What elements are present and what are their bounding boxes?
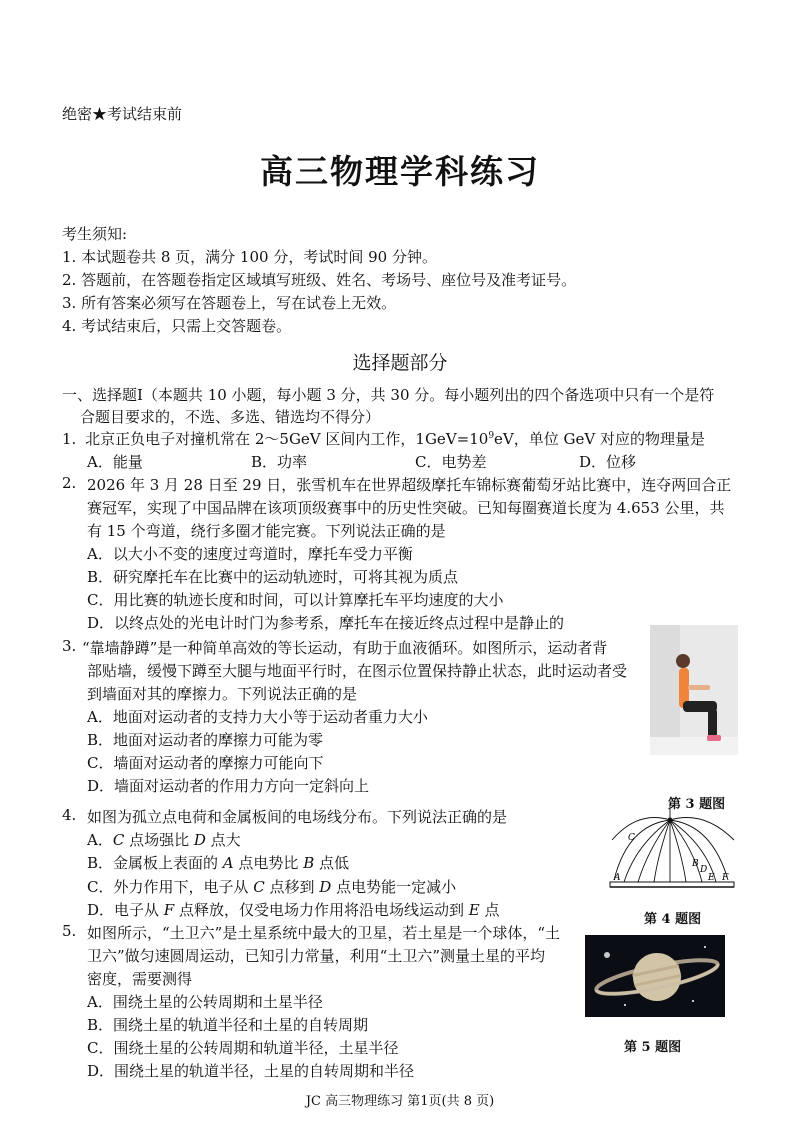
question-text: 密度，需要测得	[87, 970, 193, 988]
option-d[interactable]: D．位移	[579, 453, 637, 471]
question-text: 到墙面对其的摩擦力。下列说法正确的是	[87, 685, 358, 703]
question-text: 部贴墙，缓慢下蹲至大腿与地面平行时，在图示位置保持静止状态，此时运动者受	[87, 662, 628, 680]
page-footer: JC 高三物理练习 第1页(共 8 页)	[305, 1094, 495, 1109]
question-1	[62, 428, 705, 449]
option-d[interactable]: D．电子从 F 点释放，仅受电场力作用将沿电场线运动到 E 点	[87, 901, 500, 919]
option-b[interactable]: B．围绕土星的轨道半径和土星的自转周期	[87, 1016, 369, 1034]
label-b: B	[692, 859, 699, 869]
option-b[interactable]: B．研究摩托车在比赛中的运动轨迹时，可将其视为质点	[87, 568, 459, 586]
notice-item: 4. 考试结束后，只需上交答题卷。	[62, 317, 292, 335]
option-a[interactable]: A．以大小不变的速度过弯道时，摩托车受力平衡	[87, 545, 413, 563]
option-b[interactable]: B．金属板上表面的 A 点电势比 B 点低	[87, 854, 349, 872]
figure-3-caption: 第 3 题图	[668, 797, 726, 812]
option-a[interactable]: A．能量	[87, 453, 143, 471]
question-number: 2.	[62, 474, 77, 492]
question-text: 北京正负电子对撞机常在 2～5GeV 区间内工作，1GeV=10	[85, 430, 489, 448]
option-c[interactable]: C．墙面对运动者的摩擦力可能向下	[87, 754, 324, 772]
question-number: 4.	[62, 806, 77, 824]
wall-sit-photo	[650, 625, 738, 755]
question-text: “靠墙静蹲”是一种简单高效的等长运动，有助于血液循环。如图所示，运动者背	[82, 639, 608, 657]
option-c[interactable]: C．电势差	[415, 453, 487, 471]
question-text: 如图为孤立点电荷和金属板间的电场线分布。下列说法正确的是	[87, 808, 508, 826]
question-number: 3.	[62, 637, 77, 655]
label-d: D	[700, 865, 708, 875]
question-text: 2026 年 3 月 28 日至 29 日，张雪机车在世界超级摩托车锦标赛葡萄牙站比赛中，连夺两回合正	[87, 476, 732, 494]
notice-item: 3. 所有答案必须写在答题卷上，写在试卷上无效。	[62, 294, 397, 312]
exponent: 9	[488, 431, 495, 441]
question-text: 有 15 个弯道，绕行多圈才能完赛。下列说法正确的是	[87, 522, 446, 540]
part-instructions-cont: 合题目要求的，不选、多选、错选均不得分）	[80, 408, 381, 426]
notice-heading: 考生须知:	[62, 225, 128, 243]
question-text: 赛冠军，实现了中国品牌在该项顶级赛事中的历史性突破。已知每圈赛道长度为 4.653 公里，共	[87, 499, 725, 517]
saturn-image	[585, 935, 725, 1017]
label-c: C	[628, 833, 635, 843]
section-title: 选择题部分	[352, 352, 448, 374]
question-text-cont: eV，单位 GeV 对应的物理量是	[494, 430, 705, 448]
option-c[interactable]: C．围绕土星的公转周期和轨道半径，土星半径	[87, 1039, 399, 1057]
notice-item: 2. 答题前，在答题卷指定区域填写班级、姓名、考场号、座位号及准考证号。	[62, 271, 577, 289]
page-title: 高三物理学科练习	[260, 152, 540, 191]
option-a[interactable]: A．C 点场强比 D 点大	[87, 831, 241, 849]
option-d[interactable]: D．以终点处的光电计时门为参考系，摩托车在接近终点过程中是静止的	[87, 614, 565, 632]
label-a: A	[614, 873, 621, 883]
figure-5-caption: 第 5 题图	[624, 1040, 682, 1055]
notice-item: 1. 本试题卷共 8 页，满分 100 分，考试时间 90 分钟。	[62, 248, 437, 266]
option-c[interactable]: C．用比赛的轨迹长度和时间，可以计算摩托车平均速度的大小	[87, 591, 504, 609]
option-c[interactable]: C．外力作用下，电子从 C 点移到 D 点电势能一定减小	[87, 878, 457, 896]
figure-4-caption: 第 4 题图	[644, 912, 702, 927]
question-text: 如图所示，“土卫六”是土星系统中最大的卫星，若土星是一个球体，“土	[87, 924, 561, 942]
option-b[interactable]: B．功率	[251, 453, 308, 471]
electric-field-diagram	[608, 800, 738, 900]
label-e: E	[708, 873, 715, 883]
confidential-mark: 绝密★考试结束前	[62, 105, 183, 123]
option-d[interactable]: D．墙面对运动者的作用力方向一定斜向上	[87, 777, 370, 795]
part-instructions: 一、选择题Ⅰ（本题共 10 小题，每小题 3 分，共 30 分。每小题列出的四个备选项中只有一个是符	[62, 386, 715, 404]
option-a[interactable]: A．地面对运动者的支持力大小等于运动者重力大小	[87, 708, 428, 726]
option-d[interactable]: D．围绕土星的轨道半径，土星的自转周期和半径	[87, 1062, 415, 1080]
question-number: 5.	[62, 922, 77, 940]
question-text: 卫六”做匀速圆周运动，已知引力常量，利用“土卫六”测量土星的平均	[87, 947, 546, 965]
question-number: 1.	[62, 430, 77, 448]
option-b[interactable]: B．地面对运动者的摩擦力可能为零	[87, 731, 324, 749]
label-f: F	[722, 873, 729, 883]
option-a[interactable]: A．围绕土星的公转周期和土星半径	[87, 993, 323, 1011]
